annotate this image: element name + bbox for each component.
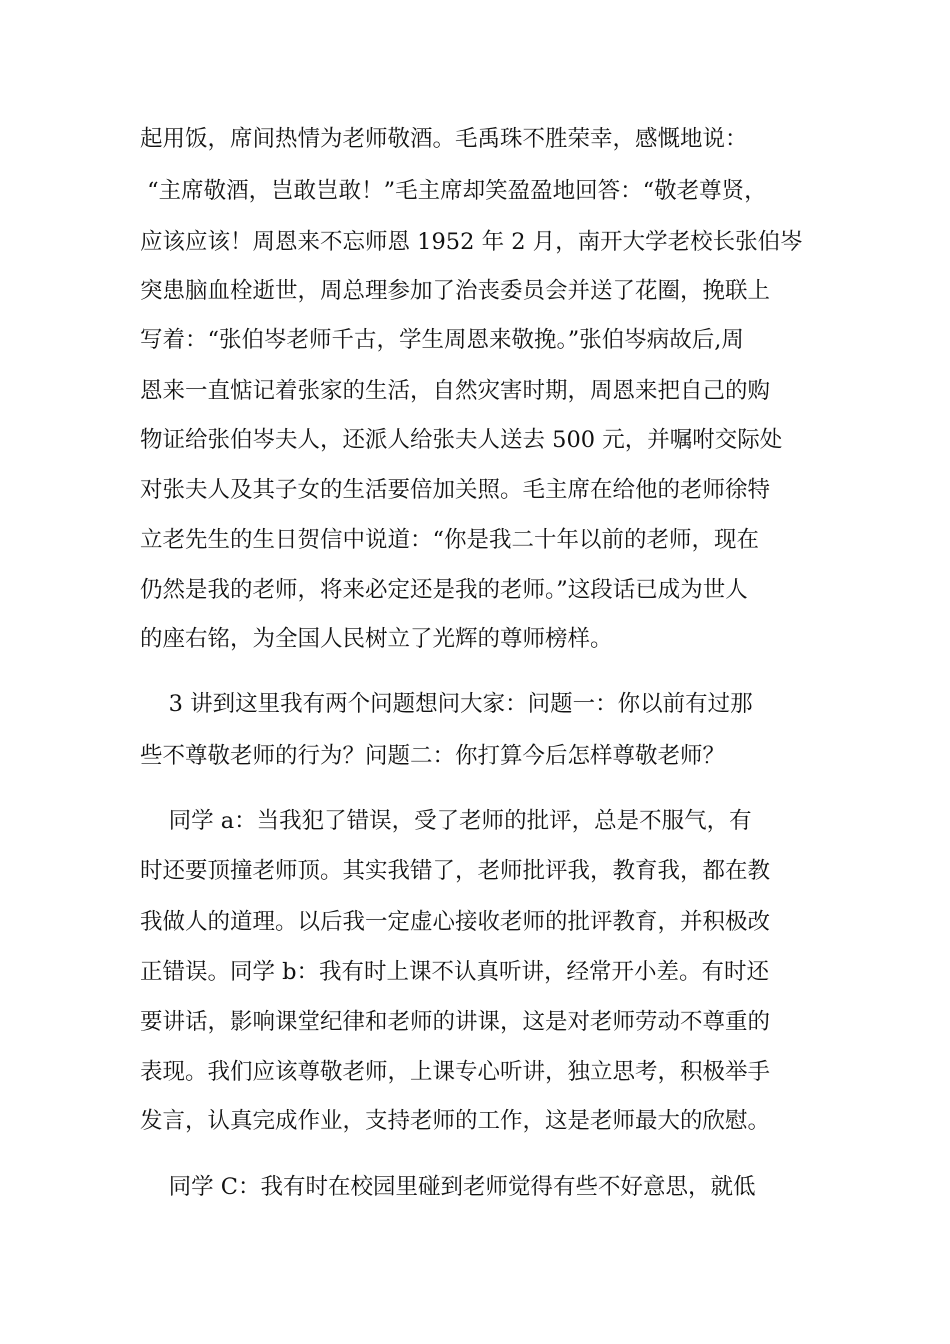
text-line: 物证给张伯岑夫人，还派人给张夫人送去 500 元，并嘱咐交际处 xyxy=(140,427,783,453)
text-line: 同学 C：我有时在校园里碰到老师觉得有些不好意思，就低 xyxy=(140,1174,756,1200)
text-line: 仍然是我的老师，将来必定还是我的老师。”这段话已成为世人 xyxy=(140,577,748,603)
text-line: 写着：“张伯岑老师千古，学生周恩来敬挽。”张伯岑病故后,周 xyxy=(140,327,744,353)
text-line: 些不尊敬老师的行为？问题二：你打算今后怎样尊敬老师？ xyxy=(140,743,726,769)
text-line: “主席敬酒，岂敢岂敢！”毛主席却笑盈盈地回答：“敬老尊贤， xyxy=(140,178,767,204)
text-line: 应该应该！周恩来不忘师恩 1952 年 2 月，南开大学老校长张伯岑 xyxy=(140,229,803,255)
text-line: 时还要顶撞老师顶。其实我错了，老师批评我，教育我，都在教 xyxy=(140,858,771,884)
text-line: 对张夫人及其子女的生活要倍加关照。毛主席在给他的老师徐特 xyxy=(140,477,771,503)
text-line: 正错误。同学 b：我有时上课不认真听讲，经常开小差。有时还 xyxy=(140,959,770,985)
text-line: 要讲话，影响课堂纪律和老师的讲课，这是对老师劳动不尊重的 xyxy=(140,1009,771,1035)
text-line: 发言，认真完成作业，支持老师的工作，这是老师最大的欣慰。 xyxy=(140,1108,771,1134)
text-line: 恩来一直惦记着张家的生活，自然灾害时期，周恩来把自己的购 xyxy=(140,378,771,404)
text-line: 表现。我们应该尊敬老师，上课专心听讲，独立思考，积极举手 xyxy=(140,1059,771,1085)
text-line: 同学 a：当我犯了错误，受了老师的批评，总是不服气，有 xyxy=(140,808,752,834)
text-line: 起用饭，席间热情为老师敬酒。毛禹珠不胜荣幸，感慨地说： xyxy=(140,126,748,152)
text-line: 立老先生的生日贺信中说道：“你是我二十年以前的老师，现在 xyxy=(140,527,760,553)
text-line: 的座右铭，为全国人民树立了光辉的尊师榜样。 xyxy=(140,626,613,652)
text-line: 3 讲到这里我有两个问题想问大家：问题一：你以前有过那 xyxy=(140,691,753,717)
text-line: 突患脑血栓逝世，周总理参加了治丧委员会并送了花圈，挽联上 xyxy=(140,278,771,304)
text-line: 我做人的道理。以后我一定虚心接收老师的批评教育，并积极改 xyxy=(140,909,771,935)
